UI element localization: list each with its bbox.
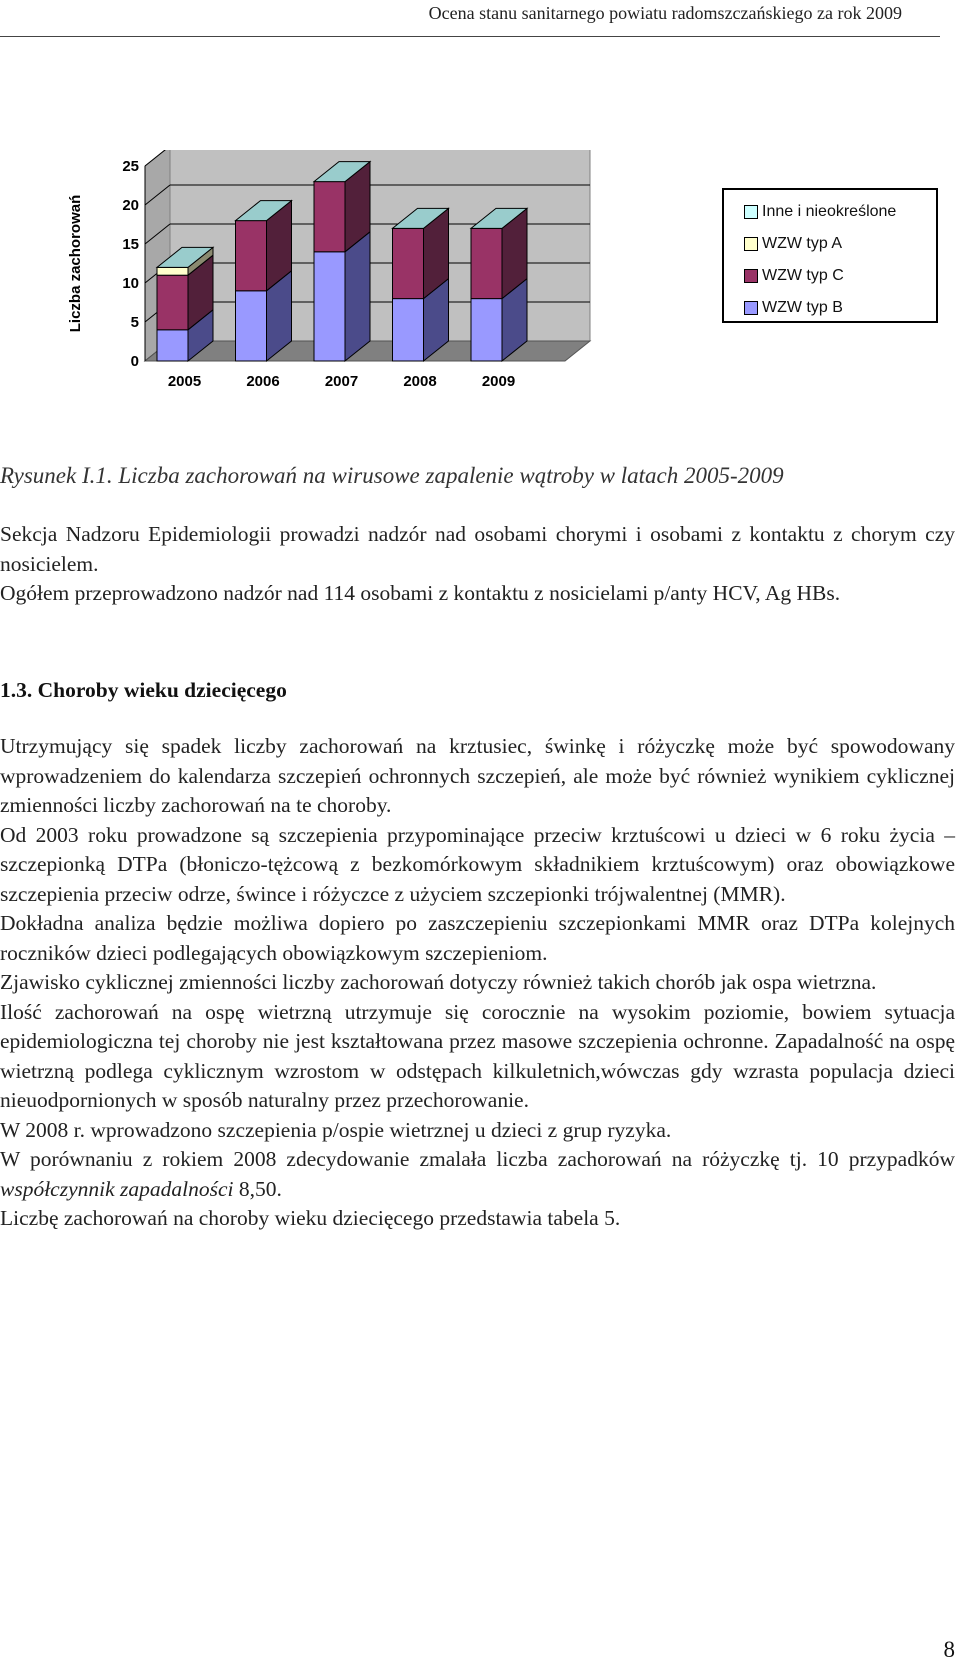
paragraph: W 2008 r. wprowadzono szczepienia p/ospie wietrznej u dzieci z grup ryzyka. (0, 1117, 672, 1142)
text-run: W porównaniu z rokiem 2008 zdecydowanie zmalała liczba zachorowań na różyczkę tj. 10 przypadków (0, 1147, 955, 1171)
bar-segment (314, 252, 345, 361)
y-tick-label: 15 (122, 236, 139, 253)
paragraph: Zjawisko cyklicznej zmienności liczby zachorowań dotyczy również takich chorób jak ospa wietrzna. (0, 970, 877, 994)
page-header (0, 0, 940, 37)
bar-segment (157, 330, 188, 361)
legend-swatch (744, 205, 758, 219)
legend-swatch (744, 237, 758, 251)
legend-item (744, 228, 936, 260)
header-title: Ocena stanu sanitarnego powiatu radomszczańskiego za rok 2009 (428, 3, 902, 23)
paragraph: Liczbę zachorowań na choroby wieku dziecięcego przedstawia tabela 5. (0, 1206, 621, 1230)
page-number: 8 (943, 1637, 955, 1662)
legend-item (744, 292, 936, 324)
bar-segment (471, 228, 502, 298)
bar-segment (393, 228, 424, 298)
legend-swatch (744, 301, 758, 315)
bar-segment-side (345, 232, 370, 361)
bar-segment (471, 299, 502, 361)
legend-label: WZW typ C (762, 267, 844, 284)
legend-label: Inne i nieokreślone (762, 203, 897, 220)
paragraph: Ogółem przeprowadzono nadzór nad 114 osobami z kontaktu z nosicielami p/anty HCV, Ag HBs. (0, 581, 841, 605)
legend-item (744, 260, 936, 292)
italic-term: współczynnik zapadalności (0, 1176, 234, 1201)
bar-segment (236, 291, 267, 361)
legend-item (744, 196, 936, 228)
bar-segment (157, 267, 188, 275)
chart-legend (722, 188, 938, 323)
bar-segment (314, 182, 345, 252)
x-tick-label: 2008 (403, 373, 437, 390)
paragraph: Ilość zachorowań na ospę wietrzną utrzymuje się corocznie na wysokim poziomie, bowiem sytuacja epidemiologiczna tej choroby nie jest kształtowana przez masowe szczepienia ochronne. Zapadalność na ospę wietrzną podlega cyklicznym wzrostom w odstępach kilkuletnich,wówczas gdy wzrasta populacja dzieci nieuodpornionych w sposób naturalny przez przechorowanie. (0, 999, 955, 1112)
legend-label: WZW typ B (762, 299, 843, 316)
intro-text (0, 520, 955, 609)
section-heading: 1.3. Choroby wieku dziecięcego (0, 678, 287, 702)
legend-label: WZW typ A (762, 235, 842, 252)
paragraph: Od 2003 roku prowadzone są szczepienia przypominające przeciw krztuścowi u dzieci w 6 roku życia – szczepionką DTPa (błoniczo-tężcową z bezkomórkowym składnikiem krztuścowym) oraz obowiązkowe szczepienia przeciw odrze, śwince i różyczce z użyciem szczepionki trójwalentnej (MMR). (0, 822, 955, 906)
x-tick-label: 2007 (324, 373, 359, 390)
x-tick-label: 2006 (246, 373, 280, 390)
y-tick-label: 5 (130, 314, 139, 331)
y-axis-title: Liczba zachorowań (67, 194, 84, 333)
bar-segment (393, 299, 424, 361)
text-run: 8,50. (238, 1176, 282, 1201)
body-text (0, 732, 955, 1234)
x-tick-label: 2005 (167, 373, 202, 390)
paragraph: Sekcja Nadzoru Epidemiologii prowadzi nadzór nad osobami chorymi i osobami z kontaktu z chorym czy nosicielem. (0, 522, 955, 576)
y-tick-label: 0 (130, 353, 139, 370)
bar-segment (236, 221, 267, 291)
legend-swatch (744, 269, 758, 283)
paragraph (0, 1145, 955, 1204)
y-tick-label: 10 (122, 275, 139, 292)
y-tick-label: 20 (122, 197, 139, 214)
figure-caption: Rysunek I.1. Liczba zachorowań na wirusowe zapalenie wątroby w latach 2005-2009 (0, 463, 784, 488)
bar-segment (157, 275, 188, 330)
paragraph: Dokładna analiza będzie możliwa dopiero po zaszczepieniu szczepionkami MMR oraz DTPa kolejnych roczników dzieci podlegających obowiązkowym szczepieniom. (0, 911, 955, 965)
x-tick-label: 2009 (481, 373, 516, 390)
y-tick-label: 25 (122, 158, 139, 175)
paragraph: Utrzymujący się spadek liczby zachorowań na krztusiec, świnkę i różyczkę może być spowodowany wprowadzeniem do kalendarza szczepień ochronnych szczepień, ale może być również wynikiem cyklicznej zmienności liczby zachorowań na te choroby. (0, 734, 955, 817)
